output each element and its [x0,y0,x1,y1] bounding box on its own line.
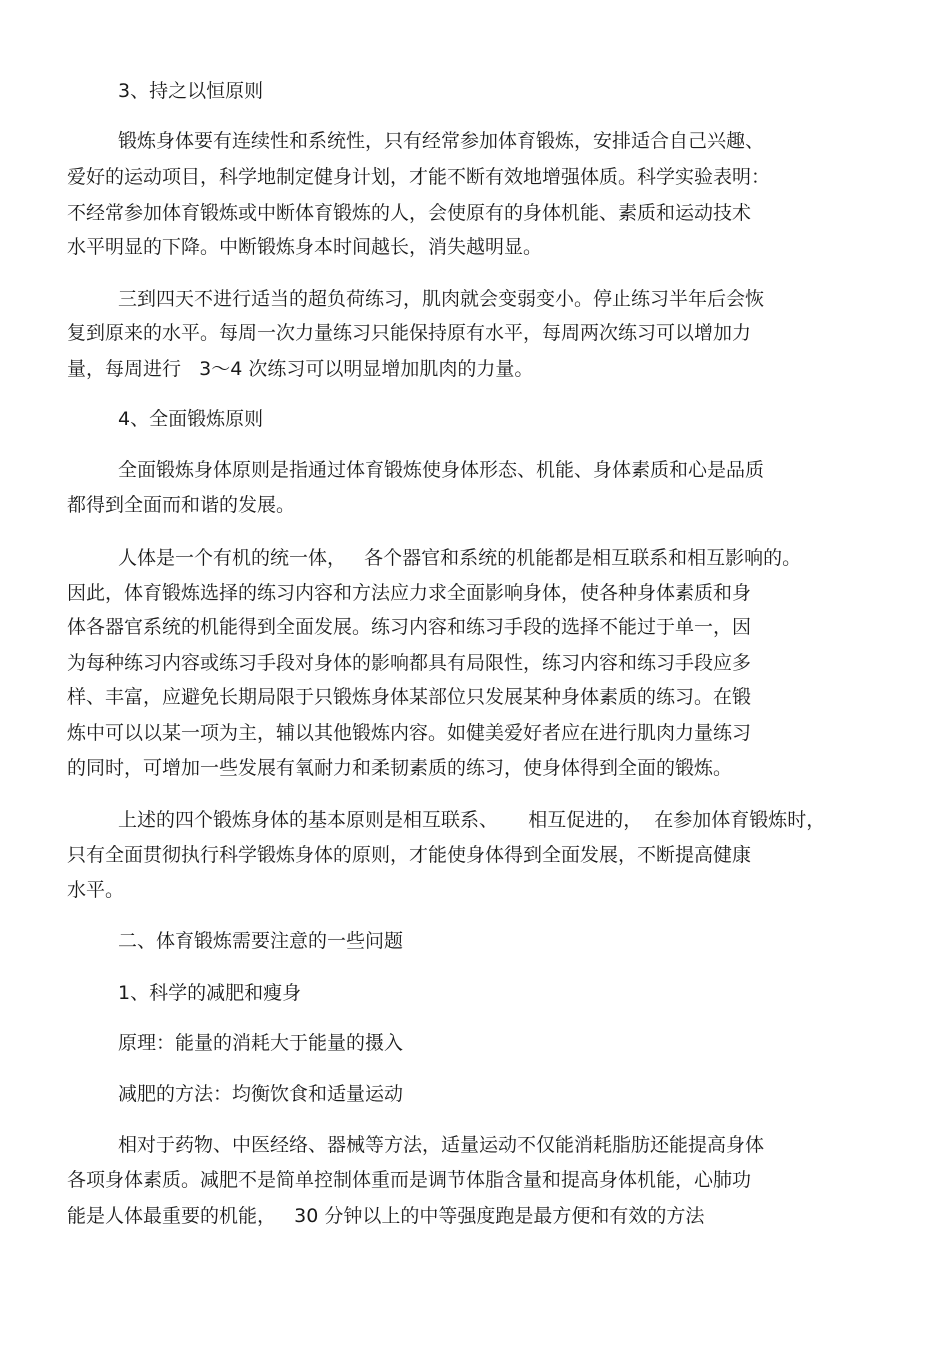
paragraph-line: 原理：能量的消耗大于能量的摄入 [118,1032,404,1054]
paragraph-line: 因此，体育锻炼选择的练习内容和方法应力求全面影响身体，使各种身体素质和身 [67,582,752,604]
paragraph-line: 为每种练习内容或练习手段对身体的影响都具有局限性，练习内容和练习手段应多 [67,652,752,674]
paragraph-line: 三到四天不进行适当的超负荷练习，肌肉就会变弱变小。停止练习半年后会恢 [118,288,765,310]
paragraph-line: 全面锻炼身体原则是指通过体育锻炼使身体形态、机能、身体素质和心是品质 [118,459,765,481]
section-heading: 1、科学的减肥和瘦身 [118,982,302,1004]
paragraph-line: 只有全面贯彻执行科学锻炼身体的原则，才能使身体得到全面发展，不断提高健康 [67,844,752,866]
paragraph-line: 复到原来的水平。每周一次力量练习只能保持原有水平，每周两次练习可以增加力 [67,322,752,344]
paragraph-line: 各项身体素质。减肥不是简单控制体重而是调节体脂含量和提高身体机能，心肺功 [67,1169,752,1191]
paragraph-line: 上述的四个锻炼身体的基本原则是相互联系、 相互促进的， 在参加体育锻炼时， [118,809,826,831]
paragraph-line: 量，每周进行 3～4 次练习可以明显增加肌肉的力量。 [67,358,534,380]
section-heading: 4、全面锻炼原则 [118,408,264,430]
paragraph-line: 人体是一个有机的统一体， 各个器官和系统的机能都是相互联系和相互影响的。 [118,547,802,569]
paragraph-line: 水平。 [67,879,125,901]
paragraph-line: 爱好的运动项目，科学地制定健身计划，才能不断有效地增强体质。科学实验表明： [67,166,771,188]
section-heading: 二、体育锻炼需要注意的一些问题 [118,930,404,952]
paragraph-line: 减肥的方法：均衡饮食和适量运动 [118,1083,404,1105]
paragraph-line: 不经常参加体育锻炼或中断体育锻炼的人，会使原有的身体机能、素质和运动技术 [67,202,752,224]
paragraph-line: 都得到全面而和谐的发展。 [67,494,296,516]
paragraph-line: 锻炼身体要有连续性和系统性，只有经常参加体育锻炼，安排适合自己兴趣、 [118,130,765,152]
paragraph-line: 样、丰富，应避免长期局限于只锻炼身体某部位只发展某种身体素质的练习。在锻 [67,686,752,708]
section-heading: 3、持之以恒原则 [118,80,264,102]
paragraph-line: 水平明显的下降。中断锻炼身本时间越长，消失越明显。 [67,236,543,258]
paragraph-line: 炼中可以以某一项为主，辅以其他锻炼内容。如健美爱好者应在进行肌肉力量练习 [67,722,752,744]
paragraph-line: 相对于药物、中医经络、器械等方法，适量运动不仅能消耗脂肪还能提高身体 [118,1134,765,1156]
paragraph-line: 能是人体最重要的机能， 30 分钟以上的中等强度跑是最方便和有效的方法 [67,1205,705,1227]
paragraph-line: 的同时，可增加一些发展有氧耐力和柔韧素质的练习，使身体得到全面的锻炼。 [67,757,733,779]
paragraph-line: 体各器官系统的机能得到全面发展。练习内容和练习手段的选择不能过于单一，因 [67,616,752,638]
